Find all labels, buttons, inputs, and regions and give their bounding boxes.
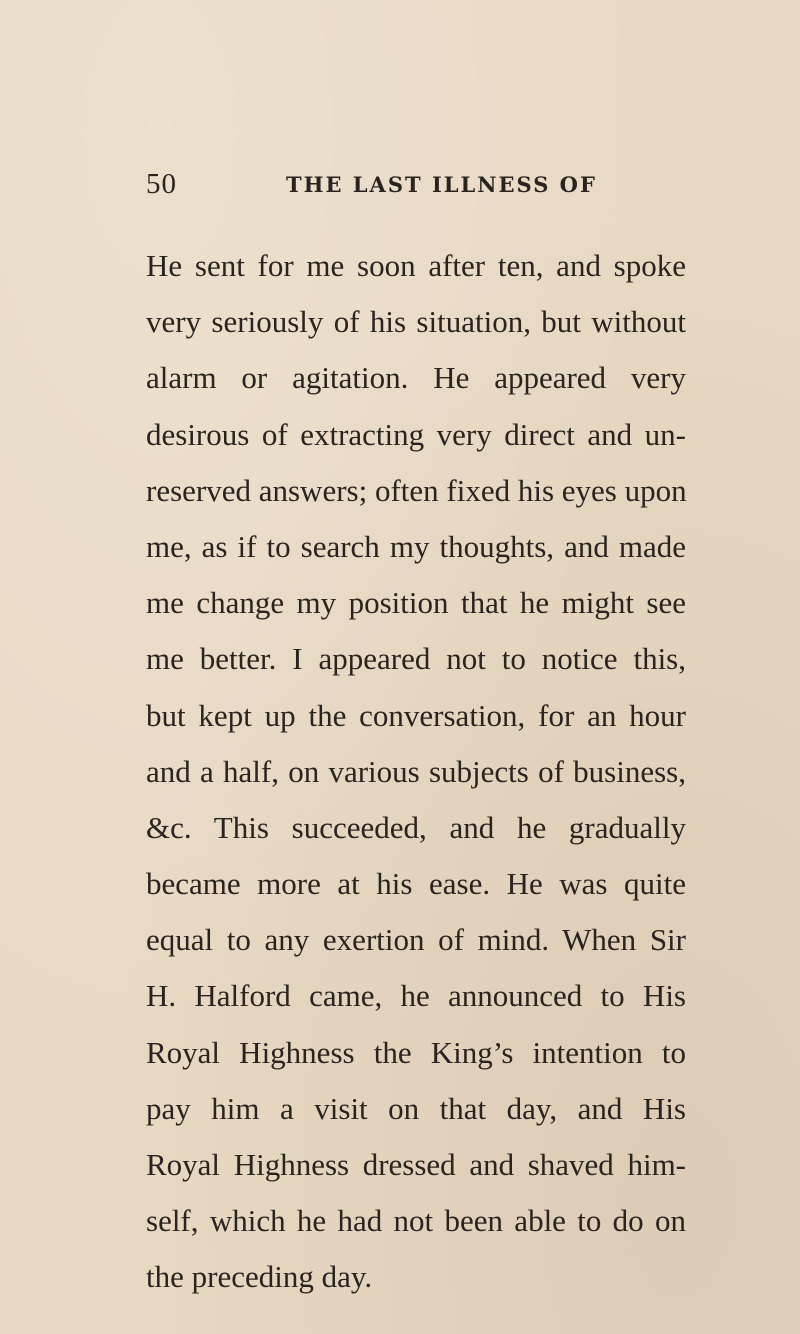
page-number: 50	[146, 168, 177, 200]
body-paragraph	[146, 238, 686, 1306]
text-line: Royal Highness dressed and shaved him-	[146, 1147, 686, 1182]
text-line: equal to any exertion of mind. When Sir	[146, 922, 686, 958]
text-line: &c. This succeeded, and he gradually	[146, 809, 686, 845]
text-line: but kept up the conversation, for an hour	[146, 697, 686, 733]
text-line: became more at his ease. He was quite	[146, 866, 686, 902]
text-line: and a half, on various subjects of business,	[146, 753, 686, 789]
running-title: THE LAST ILLNESS OF	[286, 172, 597, 197]
text-line: me, as if to search my thoughts, and made	[146, 528, 686, 564]
text-line: the preceding day.	[146, 1259, 373, 1295]
text-line: alarm or agitation. He appeared very	[146, 360, 686, 396]
text-line: Royal Highness the King’s intention to	[146, 1034, 686, 1070]
text-line: very seriously of his situation, but without	[146, 304, 686, 340]
running-head	[146, 168, 706, 208]
text-line: H. Halford came, he announced to His	[146, 978, 686, 1014]
text-line: pay him a visit on that day, and His	[146, 1090, 686, 1126]
text-line: reserved answers; often fixed his eyes upon	[146, 472, 687, 508]
text-line: self, which he had not been able to do on	[146, 1203, 686, 1239]
text-line: me change my position that he might see	[146, 585, 686, 621]
text-line: He sent for me soon after ten, and spoke	[146, 248, 686, 283]
text-line: desirous of extracting very direct and un-	[146, 416, 686, 452]
text-line: me better. I appeared not to notice this,	[146, 641, 686, 677]
